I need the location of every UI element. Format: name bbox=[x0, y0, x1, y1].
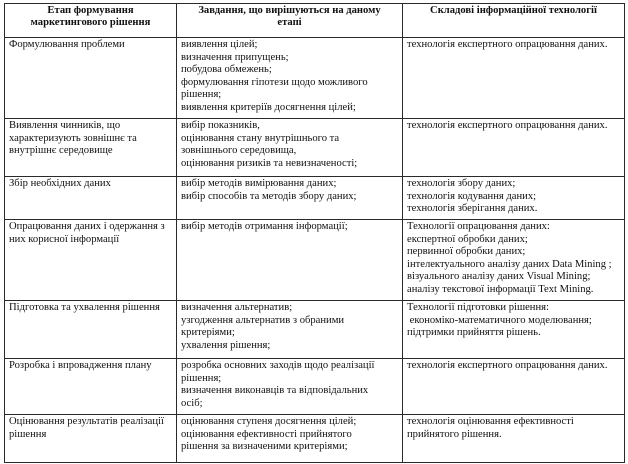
cell-line: побудова обмежень; bbox=[181, 64, 272, 76]
cell-line: визначення припущень; bbox=[181, 51, 289, 63]
cell-line: технологія кодування даних; bbox=[407, 190, 537, 202]
cell-tasks bbox=[177, 177, 403, 220]
cell-line: технологія експертного опрацювання даних. bbox=[407, 120, 608, 131]
cell-stage bbox=[5, 301, 177, 359]
cell-tech bbox=[403, 38, 625, 119]
table-row bbox=[5, 220, 625, 301]
cell-line: оцінювання ступеня досягнення цілей; bbox=[181, 416, 357, 427]
cell-tech bbox=[403, 301, 625, 359]
cell-stage bbox=[5, 220, 177, 301]
table-header-row bbox=[5, 4, 625, 38]
cell-line: виявлення цілей; bbox=[181, 39, 258, 50]
cell-tech bbox=[403, 220, 625, 301]
table-row bbox=[5, 177, 625, 220]
cell-tech bbox=[403, 415, 625, 463]
header-line: Етап формування bbox=[47, 5, 134, 16]
cell-line: експертної обробки даних; bbox=[407, 233, 528, 245]
cell-line: Технології опрацювання даних: bbox=[407, 221, 550, 232]
cell-tasks bbox=[177, 359, 403, 415]
cell-line: узгодження альтернатив з обраними bbox=[181, 314, 345, 326]
table-row bbox=[5, 415, 625, 463]
cell-line: визначення альтернатив; bbox=[181, 302, 293, 313]
cell-tasks bbox=[177, 415, 403, 463]
cell-line: характеризують зовнішнє та bbox=[9, 132, 137, 144]
cell-line: аналізу текстової інформації Text Mining. bbox=[407, 283, 594, 295]
cell-line: рішення; bbox=[181, 372, 222, 384]
cell-line: рішення; bbox=[181, 89, 222, 101]
header-line: маркетингового рішення bbox=[30, 17, 151, 28]
cell-stage bbox=[5, 38, 177, 119]
cell-line: інтелектуального аналізу даних Data Mining ; bbox=[407, 258, 612, 270]
cell-line: Технології підготовки рішення: bbox=[407, 302, 549, 313]
cell-line: технологія експертного опрацювання даних. bbox=[407, 360, 608, 371]
cell-line: підтримки прийняття рішень. bbox=[407, 327, 541, 339]
marketing-decision-table bbox=[4, 3, 625, 463]
cell-tasks bbox=[177, 119, 403, 177]
cell-line: рішення bbox=[9, 428, 47, 440]
cell-line: рішення за визначеними критеріями; bbox=[181, 441, 348, 453]
cell-line: вибір методів вимірювання даних; bbox=[181, 178, 337, 189]
cell-stage bbox=[5, 415, 177, 463]
cell-tech bbox=[403, 177, 625, 220]
header-line: етапі bbox=[277, 17, 302, 28]
cell-line: критеріями; bbox=[181, 327, 235, 339]
cell-line: оцінювання стану внутрішнього та bbox=[181, 132, 340, 144]
table-row bbox=[5, 38, 625, 119]
cell-tasks bbox=[177, 220, 403, 301]
cell-line: вибір способів та методів збору даних; bbox=[181, 190, 357, 202]
cell-line: формулювання гіпотези щодо можливого bbox=[181, 76, 368, 88]
cell-line: технологія збору даних; bbox=[407, 178, 516, 189]
table-row bbox=[5, 359, 625, 415]
cell-stage bbox=[5, 359, 177, 415]
cell-line: зовнішнього середовища, bbox=[181, 145, 297, 157]
cell-stage bbox=[5, 119, 177, 177]
cell-line: оцінювання ризиків та невизначеності; bbox=[181, 157, 358, 169]
cell-line: Підготовка та ухвалення рішення bbox=[9, 302, 160, 313]
cell-line: первинної обробки даних; bbox=[407, 246, 526, 258]
cell-line: внутрішнє середовище bbox=[9, 145, 113, 157]
cell-line: Опрацювання даних і одержання з bbox=[9, 221, 165, 232]
cell-line: осіб; bbox=[181, 397, 203, 409]
cell-line: прийнятого рішення. bbox=[407, 428, 502, 440]
cell-line: технологія експертного опрацювання даних. bbox=[407, 39, 608, 50]
cell-line: визначення виконавців та відповідальних bbox=[181, 385, 369, 397]
header-line: Складові інформаційної технології bbox=[430, 5, 597, 16]
cell-line: розробка основних заходів щодо реалізації bbox=[181, 360, 375, 371]
cell-line: вибір показників, bbox=[181, 120, 260, 131]
cell-line: Збір необхідних даних bbox=[9, 178, 111, 189]
cell-line: виявлення критеріїв досягнення цілей; bbox=[181, 101, 356, 113]
header-stage bbox=[5, 4, 177, 38]
cell-stage bbox=[5, 177, 177, 220]
header-tasks bbox=[177, 4, 403, 38]
cell-line: економіко-математичного моделювання; bbox=[407, 314, 592, 326]
cell-tech bbox=[403, 359, 625, 415]
header-line: Завдання, що вирішуються на даному bbox=[198, 5, 381, 16]
table-row bbox=[5, 301, 625, 359]
cell-line: оцінювання ефективності прийнятого bbox=[181, 428, 352, 440]
cell-tasks bbox=[177, 301, 403, 359]
cell-tech bbox=[403, 119, 625, 177]
cell-tasks bbox=[177, 38, 403, 119]
table-row bbox=[5, 119, 625, 177]
header-tech bbox=[403, 4, 625, 38]
cell-line: Розробка і впровадження плану bbox=[9, 360, 152, 371]
cell-line: Формулювання проблеми bbox=[9, 39, 125, 50]
cell-line: візуального аналізу даних Visual Mining; bbox=[407, 271, 591, 283]
cell-line: технологія оцінювання ефективності bbox=[407, 416, 574, 427]
cell-line: Виявлення чинників, що bbox=[9, 120, 121, 131]
cell-line: вибір методів отримання інформації; bbox=[181, 221, 348, 232]
cell-line: ухвалення рішення; bbox=[181, 339, 271, 351]
cell-line: технологія зберігання даних. bbox=[407, 203, 538, 215]
cell-line: Оцінювання результатів реалізації bbox=[9, 416, 164, 427]
cell-line: них корисної інформації bbox=[9, 233, 120, 245]
